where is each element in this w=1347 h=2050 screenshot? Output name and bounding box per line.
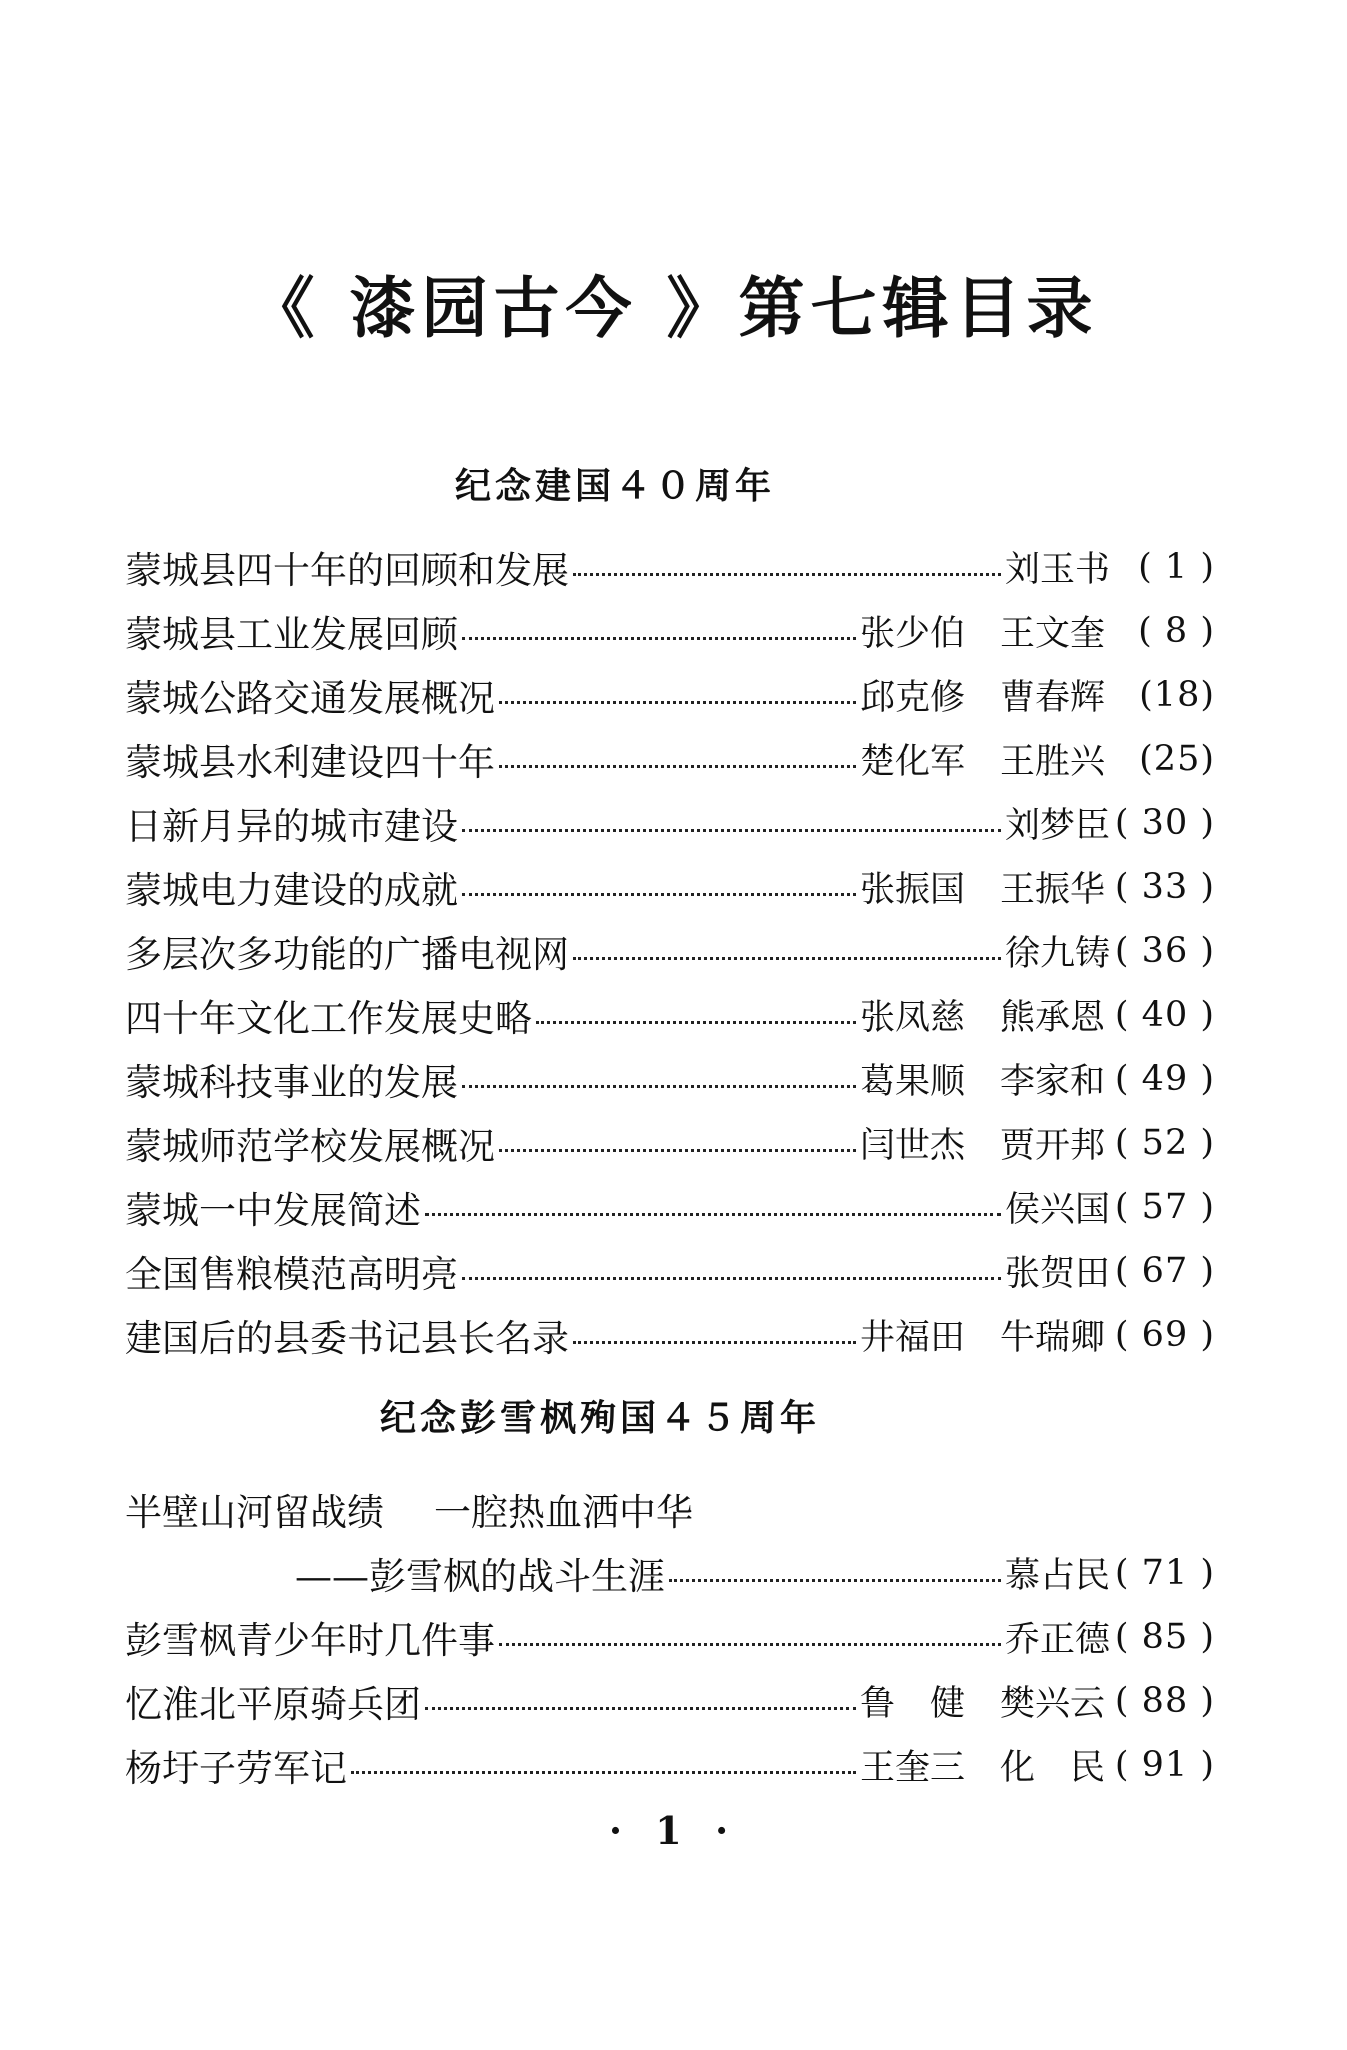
entry-page: ( 52 ) (1114, 1123, 1215, 1163)
entry-subtitle: ——彭雪枫的战斗生涯 (295, 1555, 665, 1598)
entry-title: 半壁山河留战绩 (125, 1491, 384, 1534)
section-heading-1: 纪念建国４０周年 (455, 466, 776, 507)
entry-title: 四十年文化工作发展史略 (125, 997, 532, 1040)
entry-title: 蒙城一中发展简述 (125, 1189, 421, 1232)
dot-leader (536, 1021, 856, 1024)
entry-author: 王奎三 (860, 1748, 966, 1788)
entry-page: ( 49 ) (1114, 1059, 1215, 1099)
dot-leader (573, 1341, 856, 1344)
entry-title: 蒙城县四十年的回顾和发展 (125, 549, 569, 592)
entry-page: ( 85 ) (1114, 1617, 1215, 1657)
entry-page: ( 88 ) (1114, 1681, 1215, 1721)
entry-author: 闫世杰 (860, 1126, 966, 1166)
entry-page: ( 40 ) (1114, 995, 1215, 1035)
dot-leader (462, 829, 1001, 832)
entry-author: 刘玉书 (1004, 550, 1110, 590)
entry-author: 井福田 (860, 1318, 966, 1358)
entry-title: 日新月异的城市建设 (125, 805, 458, 848)
toc-entry (125, 1239, 1215, 1303)
entry-authors (860, 670, 1110, 720)
entry-page: ( 8 ) (1138, 611, 1215, 651)
toc-entry (125, 663, 1215, 727)
entry-author: 张凤慈 (860, 998, 966, 1038)
entry-page: (25) (1139, 739, 1215, 779)
toc-entry (125, 1175, 1215, 1239)
toc-entry (125, 791, 1215, 855)
entry-authors (1005, 1182, 1110, 1232)
entry-title: 杨圩子劳军记 (125, 1747, 347, 1790)
entry-page: ( 33 ) (1114, 867, 1215, 907)
entry-title: 蒙城科技事业的发展 (125, 1061, 458, 1104)
dot-leader (499, 701, 856, 704)
entry-authors (860, 862, 1110, 912)
entry-author: 熊承恩 (1000, 998, 1106, 1038)
entry-title: 建国后的县委书记县长名录 (125, 1317, 569, 1360)
entry-authors (860, 1740, 1110, 1790)
entry-page: (18) (1139, 675, 1215, 715)
toc-entry (125, 1541, 1215, 1605)
dot-leader (462, 893, 856, 896)
entry-authors (860, 606, 1110, 656)
dot-leader (462, 637, 856, 640)
entry-author: 张少伯 (860, 614, 966, 654)
entry-page: ( 91 ) (1114, 1745, 1215, 1785)
toc-entry (125, 535, 1215, 599)
entry-authors (860, 1676, 1110, 1726)
entry-authors (860, 1118, 1110, 1168)
dot-leader (425, 1707, 856, 1710)
entry-author: 李家和 (1000, 1062, 1106, 1102)
entry-authors (860, 1054, 1110, 1104)
page-number: · 1 · (608, 1808, 739, 1853)
toc-entry (125, 919, 1215, 983)
dot-leader (425, 1213, 1001, 1216)
toc-entry-title-line (125, 1477, 1215, 1541)
entry-author: 楚化军 (860, 742, 966, 782)
dot-leader (573, 573, 1001, 576)
toc-entry (125, 1733, 1215, 1797)
entry-authors (1005, 1548, 1110, 1598)
entry-author: 张振国 (860, 870, 966, 910)
entry-title: 蒙城公路交通发展概况 (125, 677, 495, 720)
toc-section-1 (125, 535, 1215, 1367)
entry-author: 刘梦臣 (1004, 806, 1110, 846)
entry-authors (860, 990, 1110, 1040)
entry-title: 蒙城电力建设的成就 (125, 869, 458, 912)
entry-title: 全国售粮模范高明亮 (125, 1253, 458, 1296)
entry-author: 乔正德 (1004, 1620, 1110, 1660)
entry-page: ( 36 ) (1114, 931, 1215, 971)
entry-author: 王胜兴 (1000, 742, 1106, 782)
entry-author: 王振华 (1000, 870, 1106, 910)
entry-author: 樊兴云 (1000, 1684, 1106, 1724)
dot-leader (499, 1643, 1001, 1646)
dot-leader (462, 1277, 1001, 1280)
entry-authors (1005, 542, 1110, 592)
toc-entry (125, 1669, 1215, 1733)
entry-author: 邱克修 (860, 678, 966, 718)
entry-author: 慕占民 (1004, 1556, 1110, 1596)
entry-page: ( 71 ) (1114, 1553, 1215, 1593)
entry-title: 蒙城师范学校发展概况 (125, 1125, 495, 1168)
entry-author: 侯兴国 (1004, 1190, 1110, 1230)
toc-entry (125, 855, 1215, 919)
entry-page: ( 67 ) (1114, 1251, 1215, 1291)
toc-entry (125, 983, 1215, 1047)
toc-entry (125, 599, 1215, 663)
entry-authors (1005, 1612, 1110, 1662)
entry-authors (860, 734, 1110, 784)
entry-authors (860, 1310, 1110, 1360)
toc-section-2 (125, 1477, 1215, 1797)
dot-leader (499, 1149, 856, 1152)
entry-authors (1005, 1246, 1110, 1296)
toc-entry (125, 1047, 1215, 1111)
entry-author: 葛果顺 (860, 1062, 966, 1102)
page-title: 《 漆园古今 》第七辑目录 (248, 269, 1099, 347)
dot-leader (462, 1085, 856, 1088)
toc-entry (125, 1303, 1215, 1367)
entry-authors (1005, 926, 1110, 976)
dot-leader (351, 1771, 856, 1774)
toc-entry (125, 727, 1215, 791)
entry-author: 曹春辉 (1000, 678, 1106, 718)
entry-title-part2: 一腔热血洒中华 (434, 1491, 693, 1534)
entry-page: ( 1 ) (1138, 547, 1215, 587)
dot-leader (499, 765, 856, 768)
toc-entry (125, 1605, 1215, 1669)
entry-title: 忆淮北平原骑兵团 (125, 1683, 421, 1726)
entry-author: 化 民 (1000, 1748, 1106, 1788)
entry-author: 王文奎 (1000, 614, 1106, 654)
entry-author: 鲁 健 (860, 1684, 966, 1724)
dot-leader (669, 1579, 1001, 1582)
entry-title: 彭雪枫青少年时几件事 (125, 1619, 495, 1662)
entry-authors (1005, 798, 1110, 848)
entry-author: 牛瑞卿 (1000, 1318, 1106, 1358)
entry-author: 贾开邦 (1000, 1126, 1106, 1166)
entry-title: 蒙城县工业发展回顾 (125, 613, 458, 656)
entry-title: 蒙城县水利建设四十年 (125, 741, 495, 784)
entry-page: ( 30 ) (1114, 803, 1215, 843)
toc-entry (125, 1111, 1215, 1175)
entry-page: ( 57 ) (1114, 1187, 1215, 1227)
entry-title: 多层次多功能的广播电视网 (125, 933, 569, 976)
entry-page: ( 69 ) (1114, 1315, 1215, 1355)
entry-author: 张贺田 (1004, 1254, 1110, 1294)
section-heading-2: 纪念彭雪枫殉国４５周年 (380, 1398, 821, 1439)
entry-author: 徐九铸 (1004, 934, 1110, 974)
dot-leader (573, 957, 1001, 960)
